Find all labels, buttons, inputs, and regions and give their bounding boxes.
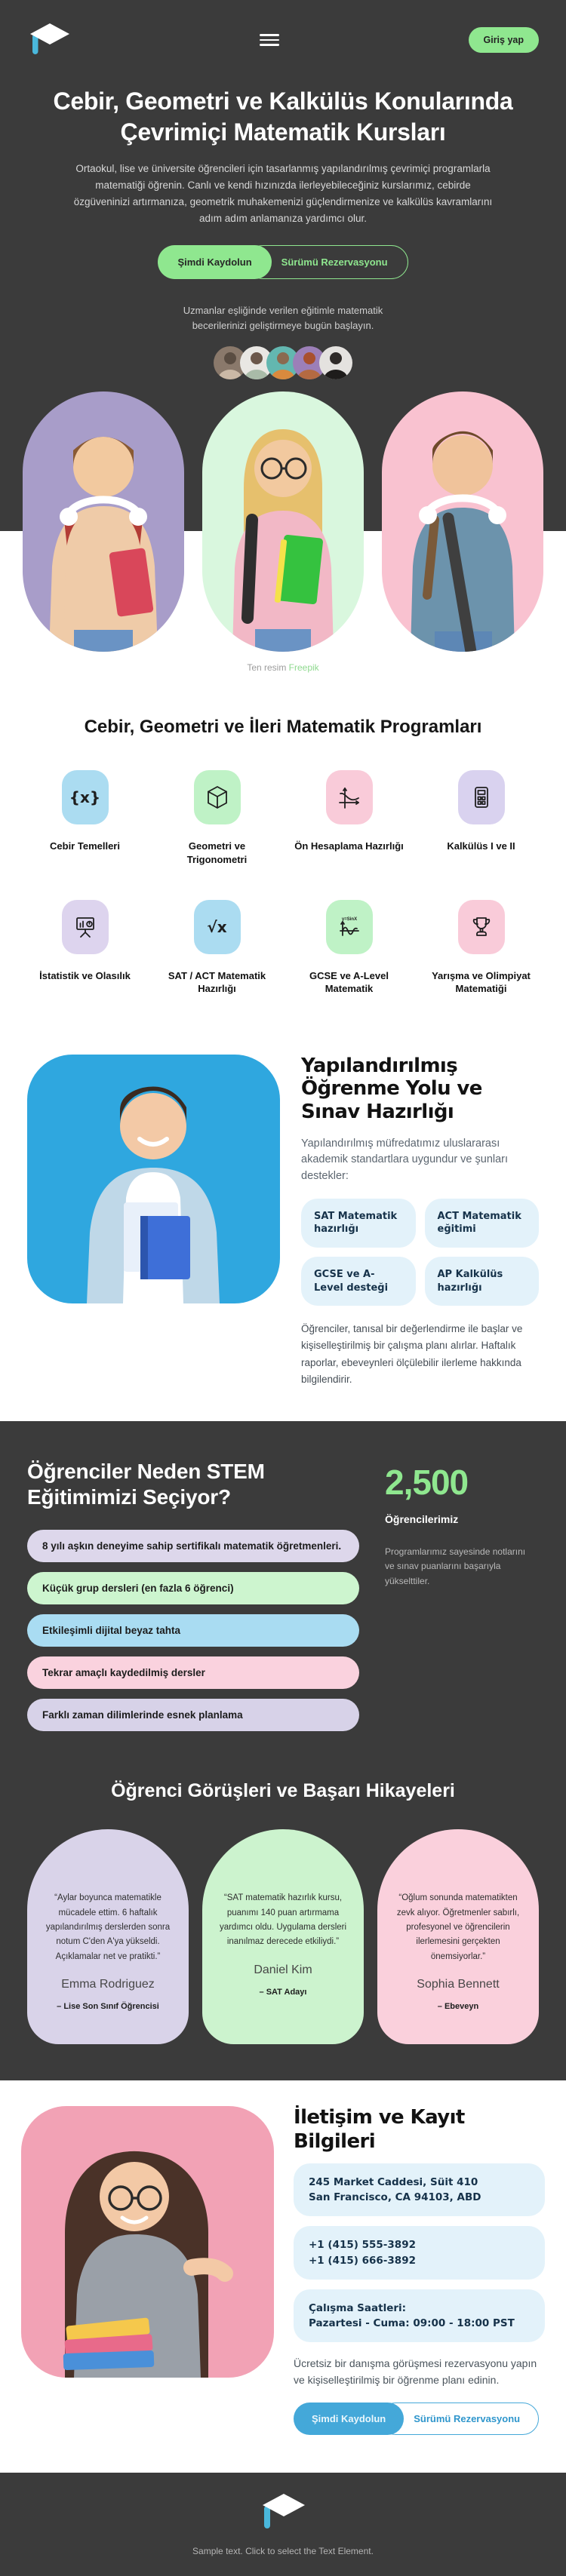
testimonial-quote: “SAT matematik hazırlık kursu, puanımı 140 puan artırmama yardımcı oldu. Uygulama dersleri inanılmaz derecede etkiliydi.”: [219, 1893, 347, 1947]
contact-section: [0, 2080, 566, 2472]
program-item: [26, 770, 144, 866]
graduation-cap-logo-icon[interactable]: [27, 21, 71, 59]
hours-value: Pazartesi - Cuma: 09:00 - 18:00 PST: [309, 2317, 515, 2330]
hero-cta-row: [27, 245, 539, 279]
program-label: GCSE ve A-Level Matematik: [309, 969, 389, 995]
phone-card: [294, 2226, 545, 2280]
contact-photo: [21, 2106, 274, 2378]
students-count: 2,500: [385, 1463, 469, 1503]
address-line-2: San Francisco, CA 94103, ABD: [309, 2191, 481, 2204]
program-item: [290, 770, 408, 866]
testimonial-name: Sophia Bennett: [417, 1978, 500, 1991]
testimonial-card: [202, 1829, 364, 2044]
sqrt-x-icon: √x: [194, 900, 241, 954]
feature-pill: Farklı zaman dilimlerinde esnek planlama: [27, 1699, 359, 1731]
testimonial-role: – SAT Adayı: [259, 1987, 307, 1997]
programs-section: [0, 689, 566, 1034]
testimonial-role: – Ebeveyn: [437, 2002, 479, 2012]
learning-content: [280, 1055, 539, 1389]
avatar: [319, 346, 352, 379]
exam-tag: GCSE ve A-Level desteği: [301, 1257, 416, 1306]
footer-text: Sample text. Click to select the Text Element.: [192, 2545, 374, 2556]
hours-card: [294, 2289, 545, 2343]
testimonial-name: Daniel Kim: [254, 1963, 312, 1976]
freepik-link[interactable]: Freepik: [288, 662, 319, 674]
testimonial-name: Emma Rodriguez: [61, 1978, 155, 1991]
program-item: [158, 770, 276, 866]
cube-icon: [194, 770, 241, 824]
learning-outro: Öğrenciler, tanısal bir değerlendirme ile başlar ve kişiselleştirilmiş bir çalışma planı alırlar. Haftalık raporlar, ebeveynleri ölçülebilir ilerleme hakkında bilgilendirir.: [301, 1323, 523, 1385]
contact-cta-row: [294, 2403, 545, 2435]
learning-intro: Yapılandırılmış müfredatımız uluslararası akademik standartlara uygundur ve şunları destekler:: [301, 1137, 509, 1183]
exam-tag: ACT Matematik eğitimi: [425, 1199, 540, 1248]
student-photo-boy-hoodie: [23, 391, 184, 652]
why-stem-section: [0, 1421, 566, 2080]
feature-pill: Küçük grup dersleri (en fazla 6 öğrenci): [27, 1572, 359, 1604]
enroll-now-button[interactable]: Şimdi Kaydolun: [294, 2403, 404, 2435]
contact-content: [274, 2106, 545, 2434]
program-item: [158, 900, 276, 996]
hero-section: [0, 0, 566, 391]
program-label: Yarışma ve Olimpiyat Matematiği: [432, 969, 531, 995]
tutor-photo: [27, 1055, 280, 1303]
learning-title: Yapılandırılmış Öğrenme Yolu ve Sınav Hazırlığı: [301, 1054, 482, 1123]
calculator-icon: [458, 770, 505, 824]
programs-title: Cebir, Geometri ve İleri Matematik Programları: [84, 717, 482, 738]
axes-curve-icon: [326, 770, 373, 824]
book-trial-button[interactable]: Sürümü Rezervasyonu: [246, 245, 408, 279]
feature-pill: Etkileşimli dijital beyaz tahta: [27, 1614, 359, 1647]
book-trial-button[interactable]: Sürümü Rezervasyonu: [380, 2403, 539, 2435]
testimonials-title: Öğrenci Görüşleri ve Başarı Hikayeleri: [111, 1780, 455, 1802]
students-count-label: Öğrencilerimiz: [385, 1513, 459, 1526]
testimonial-role: – Lise Son Sınıf Öğrencisi: [57, 2002, 159, 2012]
why-left-column: [27, 1459, 359, 1741]
testimonial-quote: “Oğlum sonunda matematikten zevk alıyor. Öğretmenler sabırlı, profesyonel ve öğrencilerin ilerlemesini gerçekten önemsiyorlar.”: [396, 1893, 520, 1961]
hamburger-menu-icon[interactable]: [260, 34, 279, 46]
program-label: Kalkülüs I ve II: [447, 840, 515, 852]
hero-title: Cebir, Geometri ve Kalkülüs Konularında Çevrimiçi Matematik Kursları: [53, 88, 513, 146]
photo-credit: [0, 652, 566, 689]
enroll-now-button[interactable]: Şimdi Kaydolun: [158, 245, 271, 279]
program-grid: [26, 770, 540, 995]
graduation-cap-logo-icon[interactable]: [0, 2491, 566, 2537]
braces-x-icon: {x}: [62, 770, 109, 824]
testimonial-card: [27, 1829, 189, 2044]
footer: [0, 2473, 566, 2576]
stats-column: [359, 1459, 539, 1741]
trophy-icon: [458, 900, 505, 954]
program-item: [422, 770, 540, 866]
contact-note: Ücretsiz bir danışma görüşmesi rezervasyonu yapın ve kişiselleştirilmiş bir öğrenme planı edinin.: [294, 2357, 537, 2387]
testimonial-cards: [27, 1829, 539, 2044]
learning-path-section: [0, 1035, 566, 1422]
sine-graph-icon: [326, 900, 373, 954]
student-photo-boy-headphones: [382, 391, 543, 652]
why-title: Öğrenciler Neden STEM Eğitimimizi Seçiyor?: [27, 1460, 265, 1509]
top-navigation: [27, 12, 539, 68]
svg-text:y=SinX: y=SinX: [341, 916, 357, 922]
feature-pill: 8 yılı aşkın deneyime sahip sertifikalı matematik öğretmenleri.: [27, 1530, 359, 1562]
program-label: Geometri ve Trigonometri: [186, 840, 248, 866]
program-item: [290, 900, 408, 996]
statistics-board-icon: [62, 900, 109, 954]
testimonial-card: [377, 1829, 539, 2044]
program-label: SAT / ACT Matematik Hazırlığı: [168, 969, 266, 995]
exam-tag: SAT Matematik hazırlığı: [301, 1199, 416, 1248]
program-label: Cebir Temelleri: [50, 840, 120, 852]
students-count-caption: Programlarımız sayesinde notlarını ve sınav puanlarını başarıyla yükselttiler.: [385, 1546, 526, 1586]
program-item: [26, 900, 144, 996]
phone-number-2: +1 (415) 666-3892: [309, 2254, 416, 2267]
student-photo-strip: [0, 391, 566, 652]
program-label: İstatistik ve Olasılık: [39, 969, 131, 981]
feature-pill: Tekrar amaçlı kaydedilmiş dersler: [27, 1656, 359, 1689]
program-item: [422, 900, 540, 996]
student-avatars: [27, 346, 539, 391]
login-button[interactable]: Giriş yap: [469, 27, 540, 53]
exam-tags: [301, 1199, 539, 1306]
hero-description: Ortaokul, lise ve üniversite öğrencileri için tasarlanmış yapılandırılmış çevrimiçi programlarla matematiği öğrenin. Canlı ve kendi hızınızda ilerleyebileceğiniz kurslarımız, cebirde özgüveninizi artırmanıza, geometrik muhakemenizi güçlendirmenize ve kalkülüs kavramlarını adım adım anlamanıza yardımcı olur.: [73, 163, 493, 224]
hours-label: Çalışma Saatleri:: [309, 2301, 407, 2314]
program-label: Ön Hesaplama Hazırlığı: [294, 840, 404, 852]
contact-title: İletişim ve Kayıt Bilgileri: [294, 2106, 465, 2153]
feature-pills: [27, 1530, 359, 1731]
exam-tag: AP Kalkülüs hazırlığı: [425, 1257, 540, 1306]
photo-credit-text: Ten resim: [247, 662, 289, 674]
testimonial-quote: “Aylar boyunca matematikle mücadele ettim. 6 haftalık yapılandırılmış derslerden sonra notum C'den A'ya yükseldi. Açıklamalar net ve pratikti.”: [45, 1893, 171, 1961]
address-card: [294, 2163, 545, 2217]
address-line-1: 245 Market Caddesi, Süit 410: [309, 2175, 478, 2188]
phone-number-1: +1 (415) 555-3892: [309, 2239, 416, 2252]
student-photo-girl-glasses: [202, 391, 364, 652]
hero-subtext: Uzmanlar eşliğinde verilen eğitimle matematik becerilerinizi geliştirmeye bugün başlayın.: [183, 304, 383, 332]
